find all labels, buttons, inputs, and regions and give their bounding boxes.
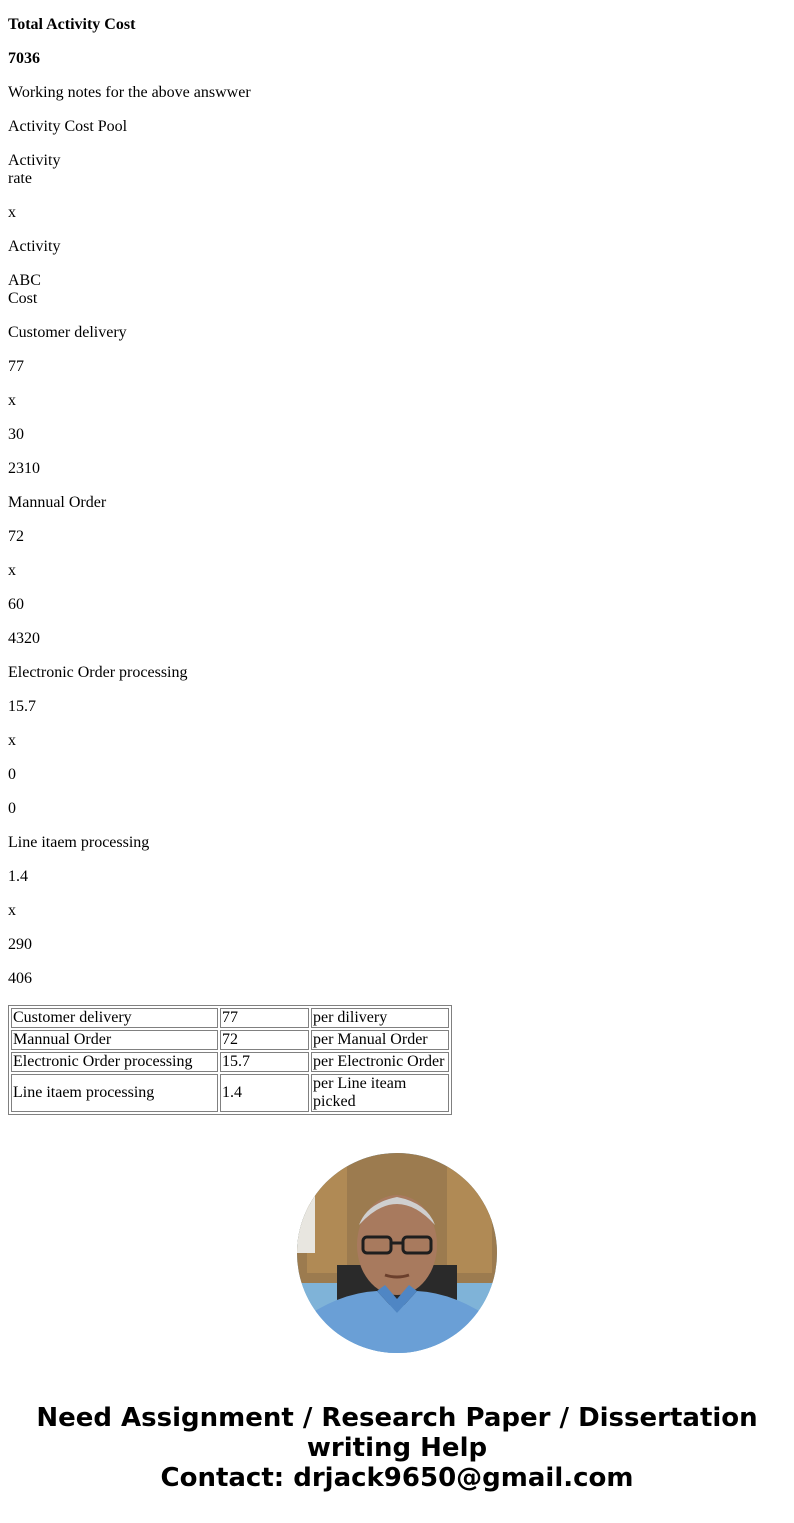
total-cost-value: 7036	[8, 50, 40, 67]
working-notes-label: Working notes for the above answwer	[8, 84, 251, 101]
table-row	[11, 1030, 449, 1050]
row-activity: 290	[8, 936, 32, 953]
row-cost: 406	[8, 970, 32, 987]
header-abc-cost-line2: Cost	[8, 290, 38, 307]
avatar	[297, 1153, 497, 1353]
header-activity-rate-line2: rate	[8, 170, 32, 187]
avatar-portrait-image	[297, 1153, 497, 1353]
row-pool: Electronic Order processing	[8, 664, 188, 681]
table-row	[11, 1052, 449, 1072]
table-cell-rate: 72	[220, 1030, 309, 1050]
table-cell-rate: 77	[220, 1008, 309, 1028]
table-row	[11, 1008, 449, 1028]
header-activity: Activity	[8, 238, 61, 255]
table-cell-rate: 15.7	[220, 1052, 309, 1072]
row-times: x	[8, 392, 16, 409]
table-cell-pool: Electronic Order processing	[11, 1052, 218, 1072]
row-times: x	[8, 732, 16, 749]
document-body	[8, 16, 788, 1004]
row-pool: Mannual Order	[8, 494, 107, 511]
table-cell-pool: Line itaem processing	[11, 1074, 218, 1112]
row-cost: 0	[8, 800, 16, 817]
table-cell-pool: Customer delivery	[11, 1008, 218, 1028]
row-cost: 2310	[8, 460, 40, 477]
row-times: x	[8, 562, 16, 579]
header-activity-rate-line1: Activity	[8, 152, 61, 169]
row-pool: Customer delivery	[8, 324, 127, 341]
footer-line-2: writing Help	[306, 1433, 488, 1463]
row-times: x	[8, 902, 16, 919]
row-rate: 72	[8, 528, 24, 545]
table-row	[11, 1074, 449, 1112]
footer-line-1: Need Assignment / Research Paper / Dissertation	[36, 1403, 758, 1433]
table-cell-unit: per Electronic Order	[311, 1052, 449, 1072]
table-cell-rate: 1.4	[220, 1074, 309, 1112]
row-rate: 1.4	[8, 868, 28, 885]
header-abc-cost-line1: ABC	[8, 272, 41, 289]
header-times: x	[8, 204, 16, 221]
activity-rate-table	[8, 1005, 452, 1115]
row-rate: 77	[8, 358, 24, 375]
row-rate: 15.7	[8, 698, 36, 715]
table-cell-unit: per Line iteam picked	[311, 1074, 449, 1112]
row-activity: 0	[8, 766, 16, 783]
header-cost-pool: Activity Cost Pool	[8, 118, 128, 135]
table-cell-unit: per Manual Order	[311, 1030, 449, 1050]
table-cell-unit: per dilivery	[311, 1008, 449, 1028]
footer-promo	[0, 1403, 794, 1493]
row-activity: 60	[8, 596, 24, 613]
header-activity-rate	[8, 152, 788, 188]
row-pool: Line itaem processing	[8, 834, 150, 851]
footer-contact: Contact: drjack9650@gmail.com	[160, 1463, 634, 1493]
header-abc-cost	[8, 272, 788, 308]
row-activity: 30	[8, 426, 24, 443]
row-cost: 4320	[8, 630, 40, 647]
table-cell-pool: Mannual Order	[11, 1030, 218, 1050]
total-cost-label: Total Activity Cost	[8, 16, 136, 33]
